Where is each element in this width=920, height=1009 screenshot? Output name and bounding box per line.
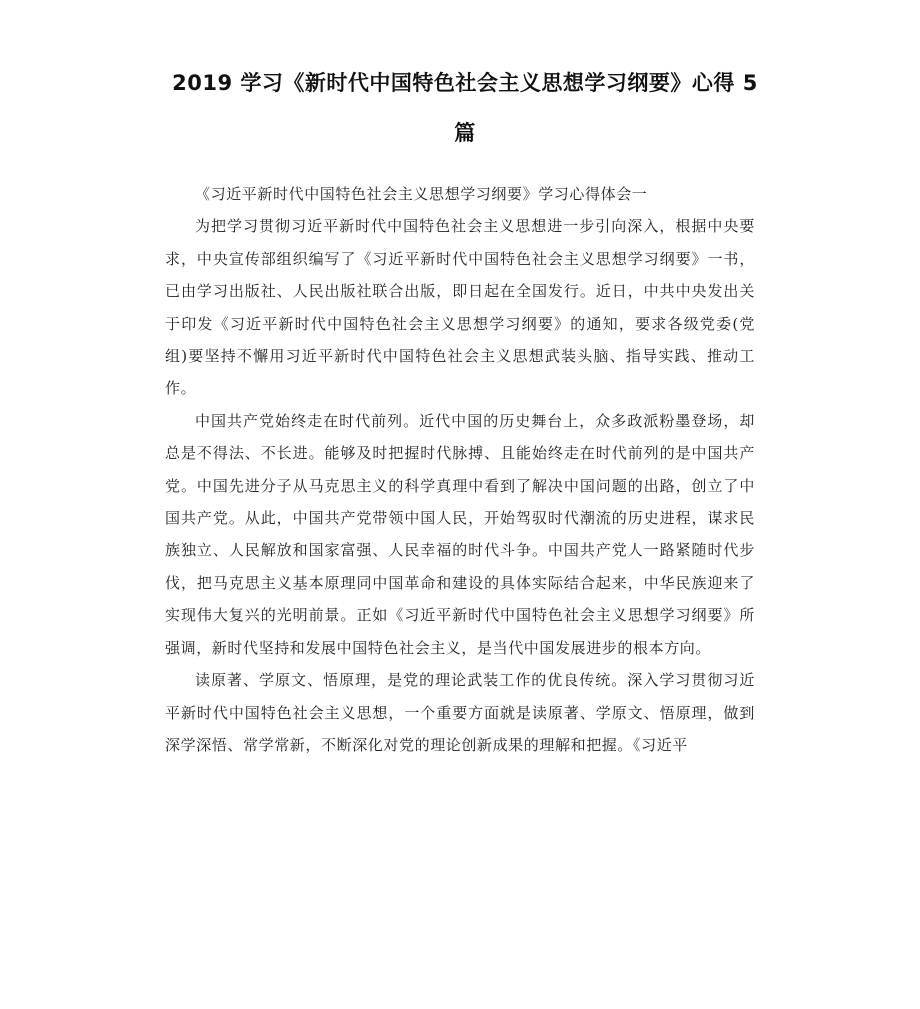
- paragraph-2: 中国共产党始终走在时代前列。近代中国的历史舞台上，众多政派粉墨登场，却总是不得法、不长进。能够及时把握时代脉搏、且能始终走在时代前列的是中国共产党。中国先进分子从马克思主义的科学真理中看到了解决中国问题的出路，创立了中国共产党。从此，中国共产党带领中国人民，开始驾驭时代潮流的历史进程，谋求民族独立、人民解放和国家富强、人民幸福的时代斗争。中国共产党人一路紧随时代步伐，把马克思主义基本原理同中国革命和建设的具体实际结合起来，中华民族迎来了实现伟大复兴的光明前景。正如《习近平新时代中国特色社会主义思想学习纲要》所强调，新时代坚持和发展中国特色社会主义，是当代中国发展进步的根本方向。: [165, 411, 755, 657]
- paragraph-3: 读原著、学原文、悟原理，是党的理论武装工作的优良传统。深入学习贯彻习近平新时代中国特色社会主义思想，一个重要方面就是读原著、学原文、悟原理，做到深学深悟、常学常新，不断深化对党的理论创新成果的理解和把握。《习近平: [165, 671, 755, 754]
- document-body: [165, 178, 755, 761]
- paragraph-1: 为把学习贯彻习近平新时代中国特色社会主义思想进一步引向深入，根据中央要求，中央宣传部组织编写了《习近平新时代中国特色社会主义思想学习纲要》一书，已由学习出版社、人民出版社联合出版，即日起在全国发行。近日，中共中央发出关于印发《习近平新时代中国特色社会主义思想学习纲要》的通知，要求各级党委(党组)要坚持不懈用习近平新时代中国特色社会主义思想武装头脑、指导实践、推动工作。: [165, 217, 755, 398]
- document-title: 2019 学习《新时代中国特色社会主义思想学习纲要》心得 5 篇: [172, 71, 758, 145]
- section-subheading: 《习近平新时代中国特色社会主义思想学习纲要》学习心得体会一: [195, 185, 648, 203]
